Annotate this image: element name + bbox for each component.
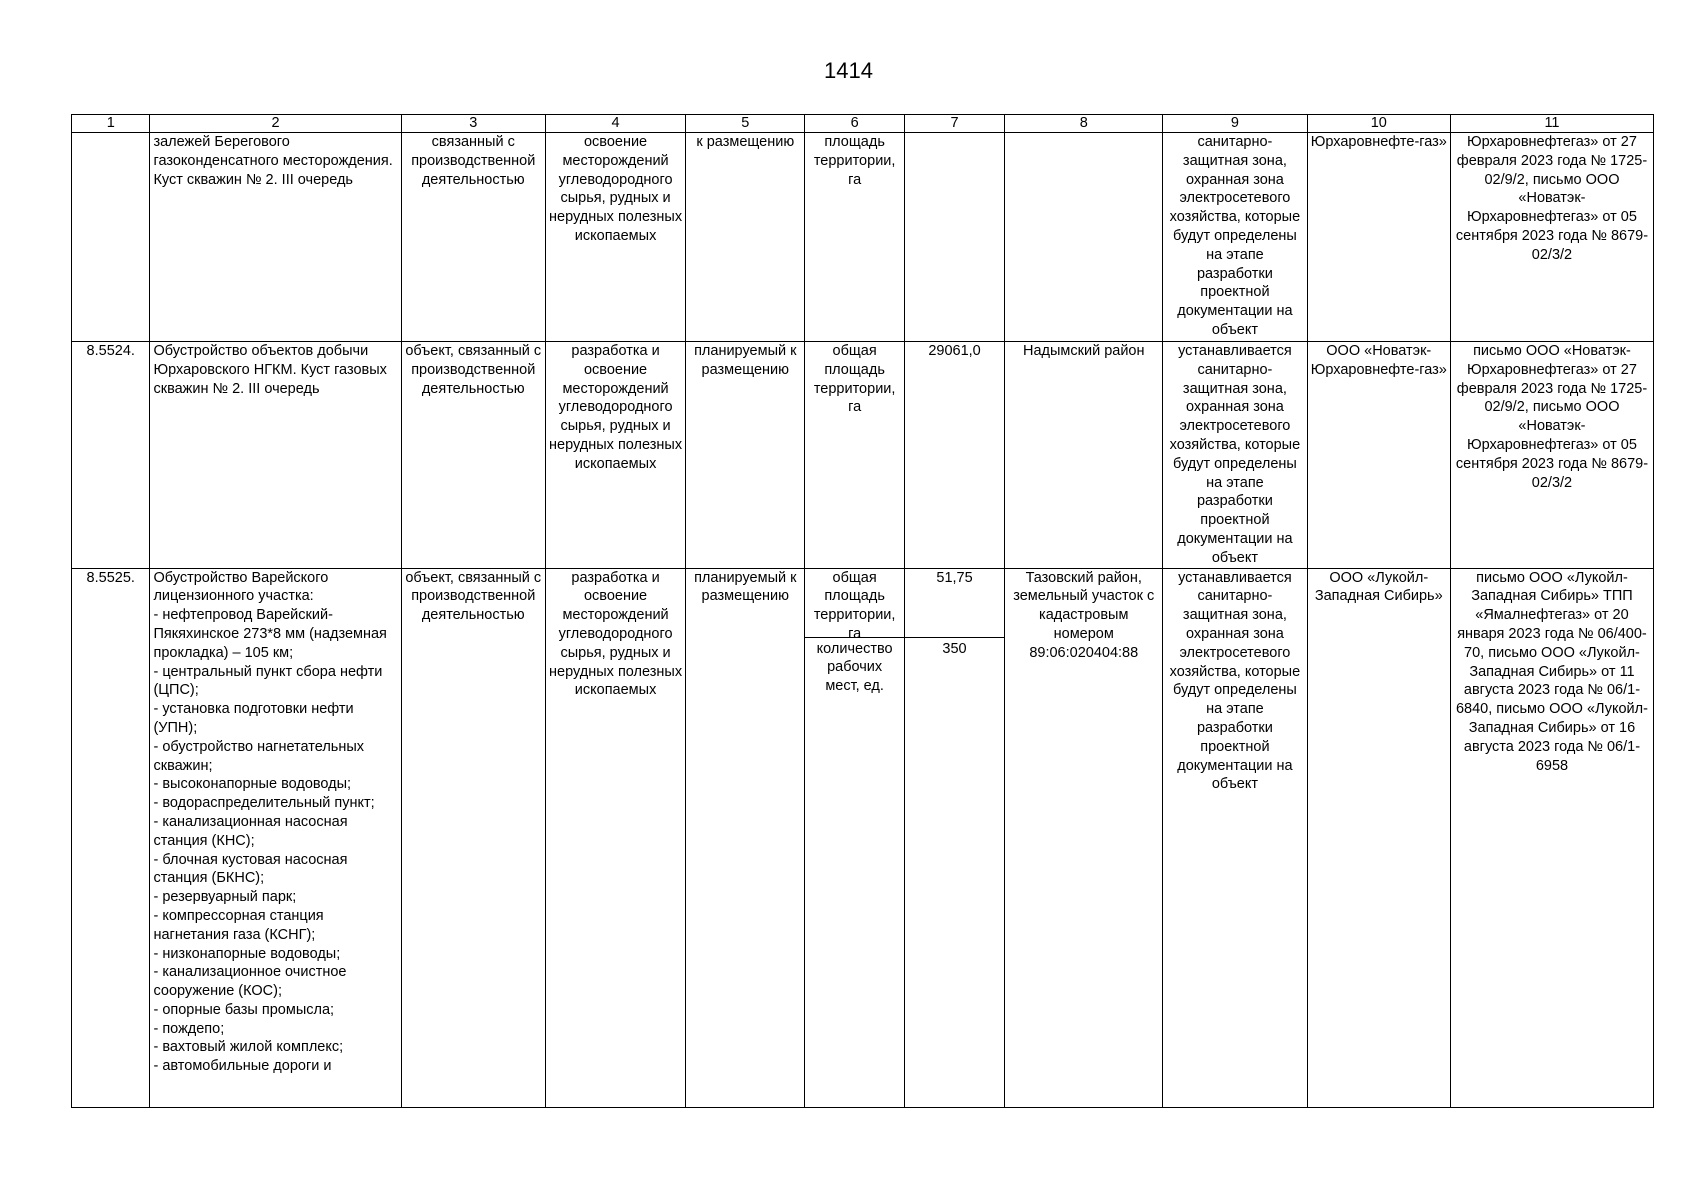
basis-document: письмо ООО «Новатэк-Юрхаровнефтегаз» от 27 февраля 2023 года № 1725-02/9/2, письмо ООО «Новатэк-Юрхаровнефтегаз» от 05 сентября 2023 года № 8679-02/3/2 <box>1450 342 1653 569</box>
register-table <box>71 114 1654 1108</box>
page-number: 1414 <box>824 58 873 83</box>
basis-document: Юрхаровнефтегаз» от 27 февраля 2023 года № 1725-02/9/2, письмо ООО «Новатэк-Юрхаровнефтегаз» от 05 сентября 2023 года № 8679-02/3/2 <box>1450 133 1653 342</box>
object-purpose: освоение месторождений углеводородного сырья, рудных и нерудных полезных ископаемых <box>545 133 685 342</box>
object-owner: ООО «Лукойл-Западная Сибирь» <box>1307 568 1450 1107</box>
basis-document: письмо ООО «Лукойл-Западная Сибирь» ТПП «Ямалнефтегаз» от 20 января 2023 года № 06/400-70, письмо ООО «Лукойл-Западная Сибирь» от 11 августа 2023 года № 06/1-6840, письмо ООО «Лукойл-Западная Сибирь» от 16 августа 2023 года № 06/1-6958 <box>1450 568 1653 1107</box>
object-location <box>1005 133 1163 342</box>
column-number: 5 <box>686 115 805 133</box>
row-number <box>72 133 150 342</box>
object-name: Обустройство объектов добычи Юрхаровского НГКМ. Куст газовых скважин № 2. III очередь <box>150 342 401 569</box>
object-status: планируемый к размещению <box>686 342 805 569</box>
indicator-value: 51,75 <box>905 569 1004 638</box>
column-number: 4 <box>545 115 685 133</box>
column-number: 11 <box>1450 115 1653 133</box>
indicator-value: 29061,0 <box>904 342 1004 569</box>
object-status: к размещению <box>686 133 805 342</box>
object-type: объект, связанный с производственной деятельностью <box>401 568 545 1107</box>
restriction-zones: санитарно-защитная зона, охранная зона электросетевого хозяйства, которые будут определены на этапе разработки проектной документации на объект <box>1163 133 1307 342</box>
column-number: 10 <box>1307 115 1450 133</box>
object-name: залежей Берегового газоконденсатного месторождения. Куст скважин № 2. III очередь <box>150 133 401 342</box>
column-number: 3 <box>401 115 545 133</box>
object-status: планируемый к размещению <box>686 568 805 1107</box>
object-name: Обустройство Варейского лицензионного участка: - нефтепровод Варейский-Пякяхинское 273*8 мм (надземная прокладка) – 105 км; - центральный пункт сбора нефти (ЦПС); - установка подготовки нефти (УПН); - обустройство нагнетательных скважин; - высоконапорные водоводы; - водораспределительный пункт; - канализационная насосная станция (КНС); - блочная кустовая насосная станция (БКНС); - резервуарный парк; - компрессорная станция нагнетания газа (КСНГ); - низконапорные водоводы; - канализационное очистное сооружение (КОС); - опорные базы промысла; - пождепо; - вахтовый жилой комплекс; - автомобильные дороги и <box>150 568 401 1107</box>
object-purpose: разработка и освоение месторождений углеводородного сырья, рудных и нерудных полезных ископаемых <box>545 342 685 569</box>
object-type: связанный с производственной деятельностью <box>401 133 545 342</box>
indicator-value-2: 350 <box>942 640 967 657</box>
object-purpose: разработка и освоение месторождений углеводородного сырья, рудных и нерудных полезных ископаемых <box>545 568 685 1107</box>
table-row <box>72 568 1654 1107</box>
column-number: 8 <box>1005 115 1163 133</box>
column-number: 1 <box>72 115 150 133</box>
object-owner: Юрхаровнефте-газ» <box>1307 133 1450 342</box>
object-owner: ООО «Новатэк-Юрхаровнефте-газ» <box>1307 342 1450 569</box>
object-type: объект, связанный с производственной деятельностью <box>401 342 545 569</box>
restriction-zones: устанавливается санитарно-защитная зона, охранная зона электросетевого хозяйства, которые будут определены на этапе разработки проектной документации на объект <box>1163 568 1307 1107</box>
row-number: 8.5524. <box>72 342 150 569</box>
column-number-row <box>72 115 1654 133</box>
object-location: Надымский район <box>1005 342 1163 569</box>
indicator-name: площадь территории, га <box>805 133 904 342</box>
table-row <box>72 133 1654 342</box>
indicator-name: общая площадь территории, га <box>805 342 904 569</box>
table-row <box>72 342 1654 569</box>
restriction-zones: устанавливается санитарно-защитная зона, охранная зона электросетевого хозяйства, которые будут определены на этапе разработки проектной документации на объект <box>1163 342 1307 569</box>
value-cell <box>904 568 1004 1107</box>
indicator-name: общая площадь территории, га <box>805 569 903 638</box>
column-number: 6 <box>805 115 904 133</box>
column-number: 2 <box>150 115 401 133</box>
column-number: 7 <box>904 115 1004 133</box>
column-number: 9 <box>1163 115 1307 133</box>
indicator-name-2: количество рабочих мест, ед. <box>816 640 893 695</box>
object-location: Тазовский район, земельный участок с кадастровым номером 89:06:020404:88 <box>1005 568 1163 1107</box>
indicator-cell <box>805 568 904 1107</box>
indicator-value <box>904 133 1004 342</box>
row-number: 8.5525. <box>72 568 150 1107</box>
